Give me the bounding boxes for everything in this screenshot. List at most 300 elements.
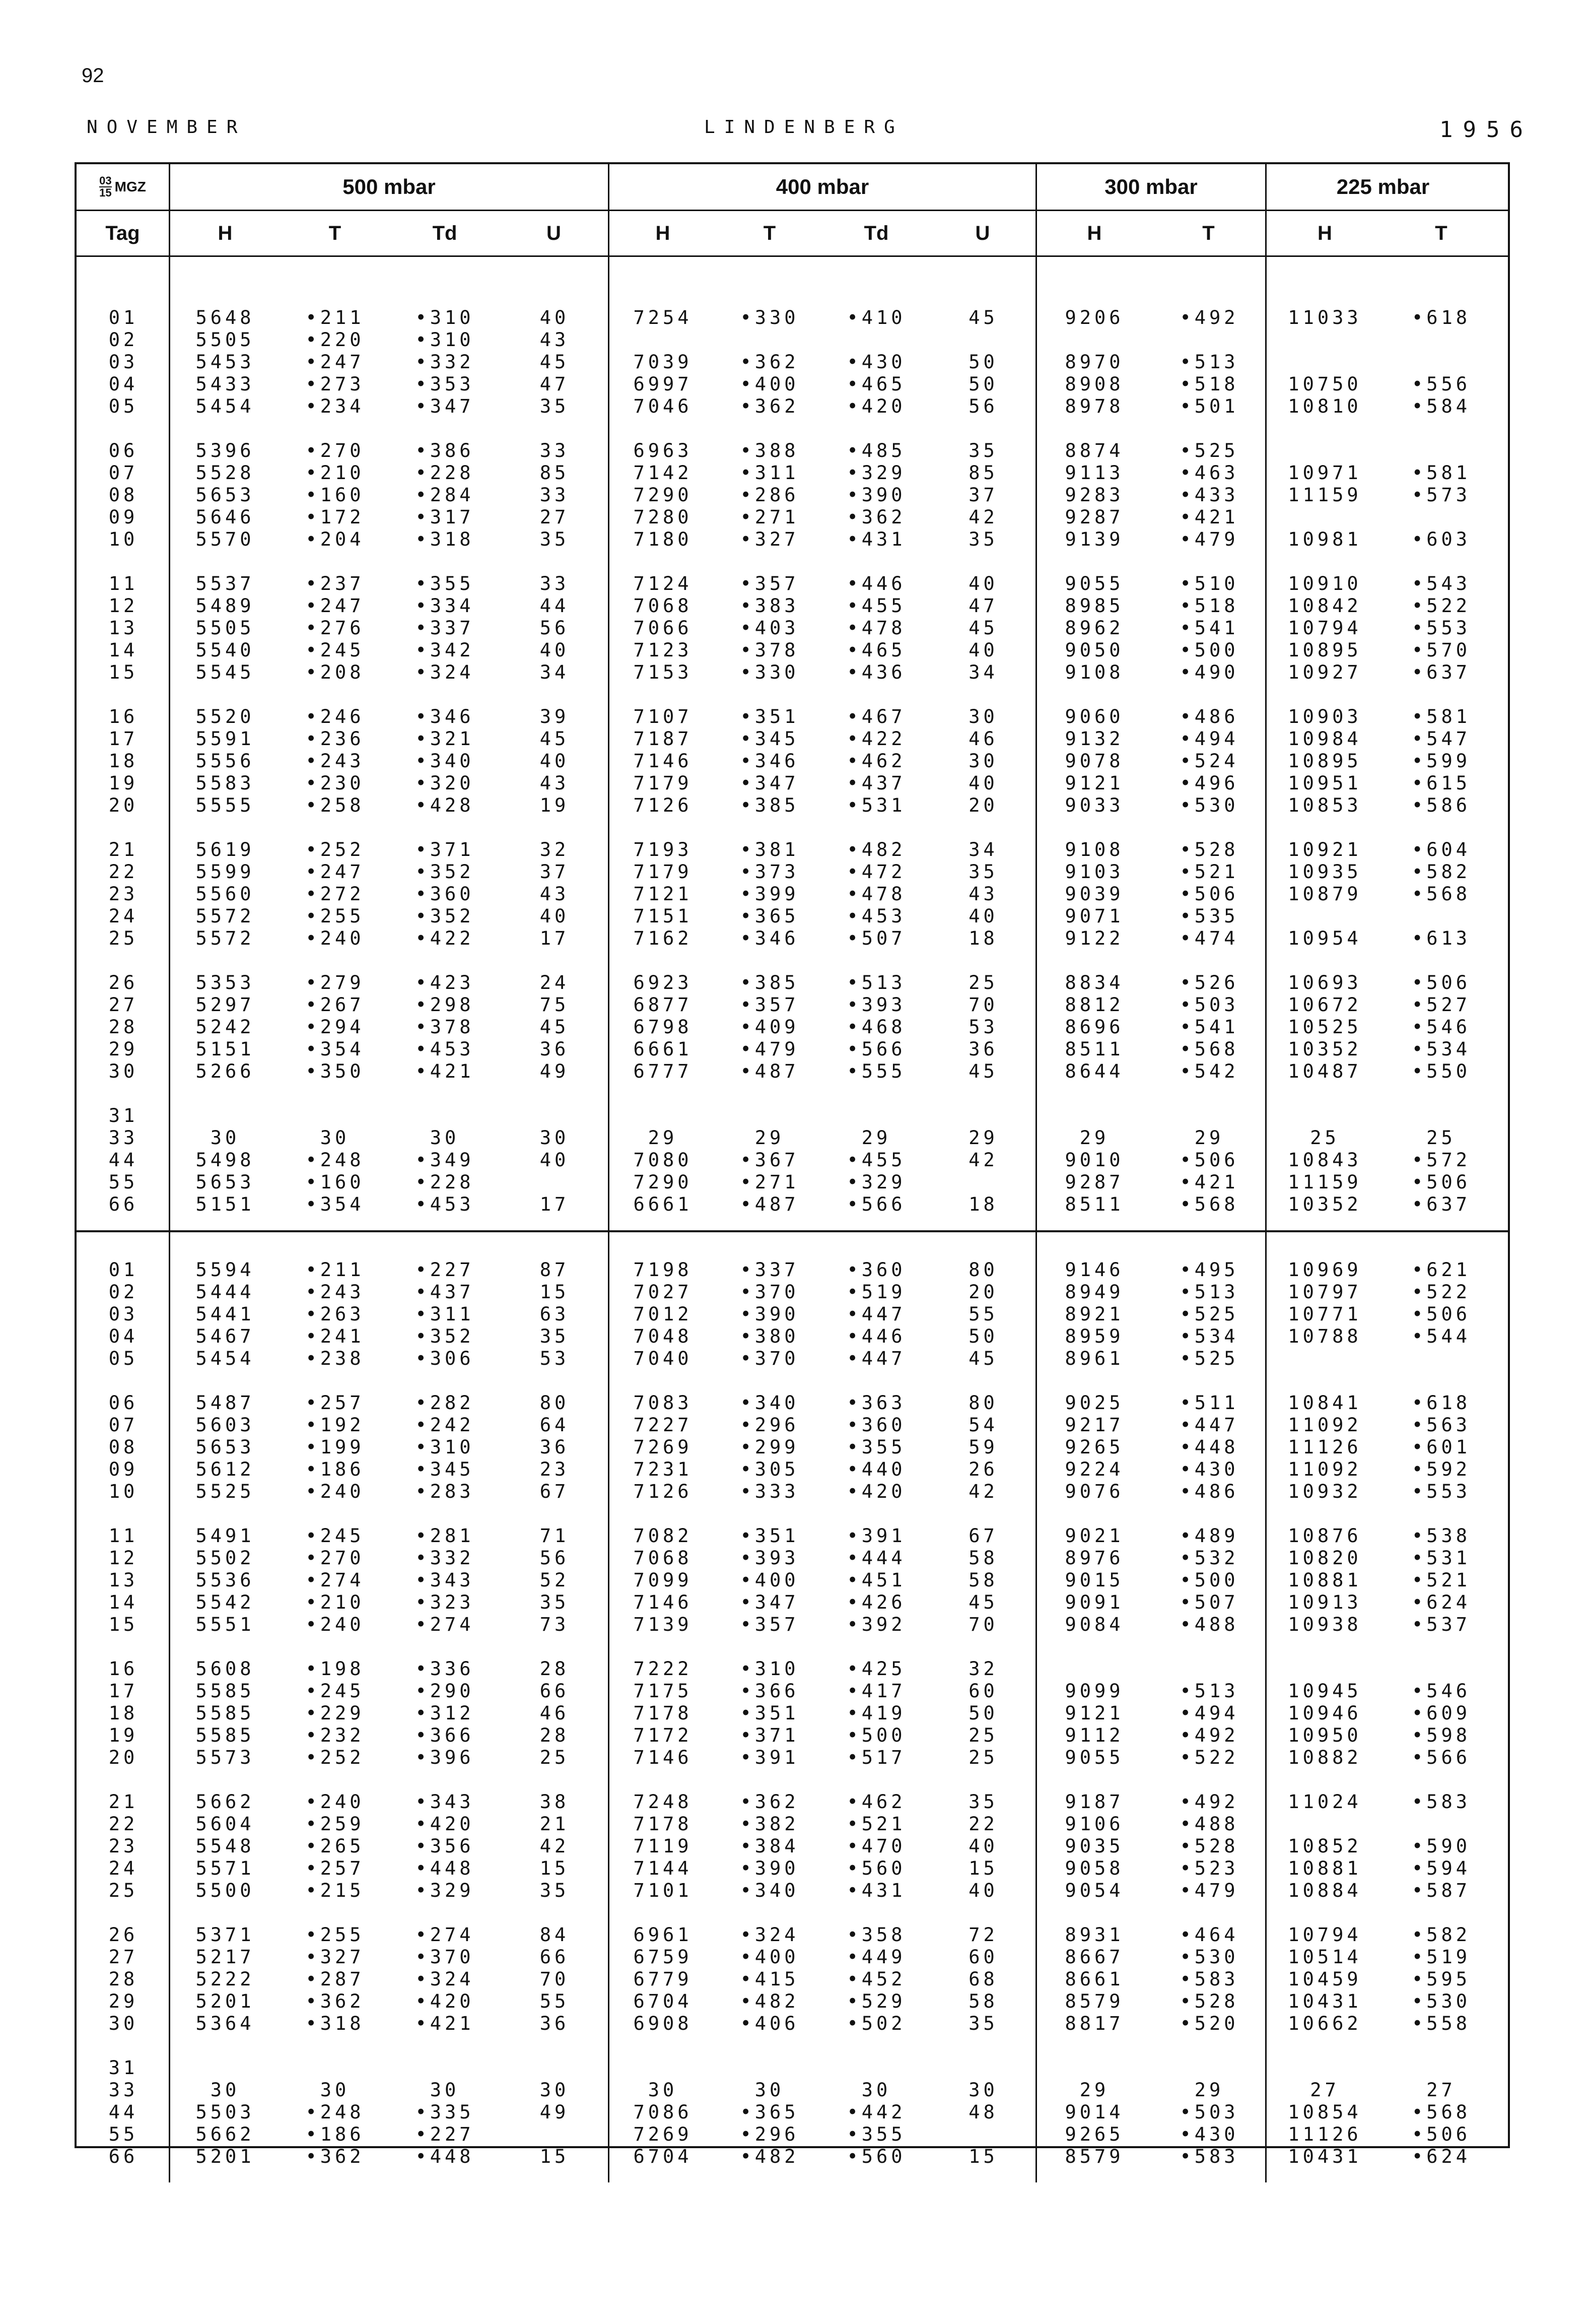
cell-tag: 13	[108, 617, 139, 639]
cell-h500: 5540	[195, 639, 255, 661]
cell-t500: •243	[305, 750, 365, 772]
cell-td400: •420	[847, 395, 906, 417]
cell-u500: 66	[539, 1680, 570, 1702]
cell-tag: 55	[108, 1171, 139, 1193]
cell-tag: 07	[108, 461, 139, 484]
cell-t400: •357	[740, 993, 799, 1016]
cell-t500: •237	[305, 572, 365, 594]
cell-h300: 8931	[1065, 1923, 1124, 1946]
cell-tag: 27	[108, 993, 139, 1016]
table-row	[77, 1193, 1508, 1215]
cell-h500: 5353	[195, 971, 255, 993]
cell-td500: •227	[415, 1258, 474, 1281]
cell-t300: •479	[1180, 1879, 1239, 1901]
cell-tag: 66	[108, 2145, 139, 2167]
cell-h225: 10895	[1288, 639, 1362, 661]
cell-td500: •290	[415, 1680, 474, 1702]
cell-td400: •355	[847, 2123, 906, 2145]
cell-u500: 43	[539, 772, 570, 794]
cell-tag: 44	[108, 1149, 139, 1171]
cell-td500: •386	[415, 439, 474, 461]
cell-t300: •421	[1180, 506, 1239, 528]
cell-t400: •384	[740, 1835, 799, 1857]
table-row	[77, 639, 1508, 661]
table-section-first	[77, 257, 1508, 1232]
cell-u400: 36	[969, 1038, 998, 1060]
cell-t500: •160	[305, 1171, 365, 1193]
cell-td400: •521	[847, 1813, 906, 1835]
cell-t300: •496	[1180, 772, 1239, 794]
tag-header: Tag	[77, 211, 170, 255]
sub-header-row	[77, 211, 1508, 257]
cell-t225: •506	[1411, 971, 1471, 993]
col-300-t: T	[1152, 211, 1267, 255]
cell-t225: •590	[1411, 1835, 1471, 1857]
cell-t500: •198	[305, 1657, 365, 1680]
cell-u500: 56	[539, 617, 570, 639]
cell-u400: 30	[969, 705, 998, 727]
cell-u500: 43	[539, 328, 570, 351]
cell-tag: 02	[108, 328, 139, 351]
cell-u500: 80	[539, 1391, 570, 1414]
cell-h400: 6798	[633, 1016, 693, 1038]
cell-h500: 5498	[195, 1149, 255, 1171]
cell-u500: 19	[539, 794, 570, 816]
cell-td500: •332	[415, 351, 474, 373]
cell-h500: 5505	[195, 328, 255, 351]
cell-t225: •599	[1411, 750, 1471, 772]
cell-t300: •486	[1180, 1480, 1239, 1502]
table-row	[77, 1391, 1508, 1414]
cell-t225: •586	[1411, 794, 1471, 816]
cell-t300: •523	[1180, 1857, 1239, 1879]
cell-u500: 46	[539, 1702, 570, 1724]
cell-td400: •519	[847, 1281, 906, 1303]
cell-u400: 35	[969, 2012, 998, 2034]
cell-t400: •333	[740, 1480, 799, 1502]
cell-t500: •257	[305, 1857, 365, 1879]
cell-h225: 11126	[1288, 2123, 1362, 2145]
cell-t225: •572	[1411, 1149, 1471, 1171]
cell-t300: 29	[1194, 1126, 1224, 1149]
cell-h225: 10852	[1288, 1835, 1362, 1857]
cell-h400: 7107	[633, 705, 693, 727]
cell-u500: 35	[539, 528, 570, 550]
cell-t400: •286	[740, 484, 799, 506]
cell-tag: 30	[108, 2012, 139, 2034]
cell-h225: 11126	[1288, 1436, 1362, 1458]
cell-tag: 21	[108, 838, 139, 860]
cell-t300: •535	[1180, 905, 1239, 927]
table-row	[77, 1414, 1508, 1436]
cell-u500: 45	[539, 351, 570, 373]
cell-h300: 8812	[1065, 993, 1124, 1016]
cell-tag: 33	[108, 2079, 139, 2101]
cell-t500: •186	[305, 1458, 365, 1480]
table-row	[77, 2079, 1508, 2101]
cell-td500: •355	[415, 572, 474, 594]
cell-u500: 55	[539, 1990, 570, 2012]
cell-t225: •527	[1411, 993, 1471, 1016]
cell-h400: 7187	[633, 727, 693, 750]
cell-u400: 60	[969, 1680, 998, 1702]
cell-td500: •378	[415, 1016, 474, 1038]
table-row	[77, 1480, 1508, 1502]
cell-h500: 5242	[195, 1016, 255, 1038]
cell-h500: 30	[210, 1126, 240, 1149]
cell-t225: •637	[1411, 1193, 1471, 1215]
cell-u500: 67	[539, 1480, 570, 1502]
cell-t400: •482	[740, 2145, 799, 2167]
cell-t225: •604	[1411, 838, 1471, 860]
col-300-h: H	[1087, 222, 1102, 244]
table-row	[77, 2145, 1508, 2167]
cell-h300: 8985	[1065, 594, 1124, 617]
col-400-h: H	[655, 222, 670, 244]
cell-h400: 7175	[633, 1680, 693, 1702]
cell-tag: 12	[108, 594, 139, 617]
cell-t400: •365	[740, 905, 799, 927]
cell-h300: 9015	[1065, 1569, 1124, 1591]
cell-u500: 40	[539, 639, 570, 661]
cell-h300: 8962	[1065, 617, 1124, 639]
cell-tag: 09	[108, 1458, 139, 1480]
cell-u400: 46	[969, 727, 998, 750]
cell-h225: 10951	[1288, 772, 1362, 794]
cell-td500: 30	[430, 1126, 460, 1149]
cell-h300: 9039	[1065, 883, 1124, 905]
cell-t300: •503	[1180, 993, 1239, 1016]
cell-h400: 7123	[633, 639, 693, 661]
cell-t500: •246	[305, 705, 365, 727]
cell-u500: 38	[539, 1790, 570, 1813]
pressure-300-header: 300 mbar	[1037, 164, 1267, 210]
cell-t300: •568	[1180, 1038, 1239, 1060]
cell-h500: 5528	[195, 461, 255, 484]
cell-h225: 10932	[1288, 1480, 1362, 1502]
cell-t400: •271	[740, 506, 799, 528]
cell-t500: •245	[305, 1680, 365, 1702]
cell-t400: •400	[740, 373, 799, 395]
cell-u500: 63	[539, 1303, 570, 1325]
cell-t500: •230	[305, 772, 365, 794]
cell-t300: •501	[1180, 395, 1239, 417]
cell-u400: 42	[969, 506, 998, 528]
cell-u400: 80	[969, 1391, 998, 1414]
cell-h500: 5662	[195, 1790, 255, 1813]
cell-td500: •371	[415, 838, 474, 860]
cell-td500: •353	[415, 373, 474, 395]
cell-h400: 7227	[633, 1414, 693, 1436]
cell-t500: •362	[305, 1990, 365, 2012]
cell-td400: •452	[847, 1968, 906, 1990]
table-row	[77, 506, 1508, 528]
cell-h400: 7172	[633, 1724, 693, 1746]
cell-h300: 9060	[1065, 705, 1124, 727]
cell-u400: 70	[969, 1613, 998, 1635]
cell-t225: •506	[1411, 1171, 1471, 1193]
cell-td500: •421	[415, 2012, 474, 2034]
cell-tag: 29	[108, 1038, 139, 1060]
cell-h500: 5583	[195, 772, 255, 794]
cell-h300: 9139	[1065, 528, 1124, 550]
cell-t400: •367	[740, 1149, 799, 1171]
table-row	[77, 1746, 1508, 1768]
cell-t225: •615	[1411, 772, 1471, 794]
cell-tag: 06	[108, 1391, 139, 1414]
cell-tag: 01	[108, 306, 139, 328]
cell-t300: •522	[1180, 1746, 1239, 1768]
col-500-t: T	[328, 222, 341, 244]
cell-tag: 44	[108, 2101, 139, 2123]
cell-h300: 9287	[1065, 1171, 1124, 1193]
cell-h300: 8661	[1065, 1968, 1124, 1990]
cell-td500: •340	[415, 750, 474, 772]
cell-t225: •531	[1411, 1547, 1471, 1569]
cell-td500: •323	[415, 1591, 474, 1613]
cell-t500: •240	[305, 927, 365, 949]
cell-td500: •346	[415, 705, 474, 727]
cell-u400: 35	[969, 528, 998, 550]
cell-td500: •335	[415, 2101, 474, 2123]
cell-u400: 20	[969, 1281, 998, 1303]
cell-h500: 5364	[195, 2012, 255, 2034]
cell-u500: 49	[539, 1060, 570, 1082]
table-row	[77, 373, 1508, 395]
cell-t400: •357	[740, 1613, 799, 1635]
cell-t225: •506	[1411, 1303, 1471, 1325]
cell-tag: 10	[108, 1480, 139, 1502]
cell-tag: 26	[108, 971, 139, 993]
cell-tag: 25	[108, 1879, 139, 1901]
cell-td400: •482	[847, 838, 906, 860]
cell-u400: 85	[969, 461, 998, 484]
cell-h225: 10820	[1288, 1547, 1362, 1569]
col-400-t: T	[763, 222, 776, 244]
cell-u400: 18	[969, 1193, 998, 1215]
cell-td400: •362	[847, 506, 906, 528]
cell-h500: 5572	[195, 905, 255, 927]
cell-h400: 7198	[633, 1258, 693, 1281]
col-500-u: U	[500, 211, 609, 255]
cell-h300: 8978	[1065, 395, 1124, 417]
cell-u400: 34	[969, 838, 998, 860]
cell-t400: •340	[740, 1391, 799, 1414]
cell-td500: •311	[415, 1303, 474, 1325]
cell-h500: 5454	[195, 395, 255, 417]
cell-h300: 9206	[1065, 306, 1124, 328]
cell-tag: 18	[108, 1702, 139, 1724]
cell-t300: •510	[1180, 572, 1239, 594]
cell-td500: •421	[415, 1060, 474, 1082]
cell-h500: 5489	[195, 594, 255, 617]
cell-td500: •422	[415, 927, 474, 949]
cell-u500: 35	[539, 1879, 570, 1901]
table-row	[77, 572, 1508, 594]
cell-u500: 40	[539, 905, 570, 927]
cell-h225: 10903	[1288, 705, 1362, 727]
cell-t500: •211	[305, 1258, 365, 1281]
cell-u400: 15	[969, 2145, 998, 2167]
cell-tag: 15	[108, 661, 139, 683]
cell-td500: •324	[415, 661, 474, 683]
cell-u500: 30	[539, 2079, 570, 2101]
cell-u500: 36	[539, 1436, 570, 1458]
cell-h225: 10750	[1288, 373, 1362, 395]
cell-h400: 7068	[633, 1547, 693, 1569]
cell-t225: 25	[1426, 1126, 1456, 1149]
cell-t300: •492	[1180, 306, 1239, 328]
cell-td500: •347	[415, 395, 474, 417]
cell-h225: 10662	[1288, 2012, 1362, 2034]
cell-u500: 33	[539, 484, 570, 506]
cell-h500: 5619	[195, 838, 255, 860]
cell-u500: 37	[539, 860, 570, 883]
cell-td500: •428	[415, 794, 474, 816]
cell-td500: •306	[415, 1347, 474, 1369]
cell-u500: 17	[539, 1193, 570, 1215]
cell-tag: 19	[108, 1724, 139, 1746]
cell-h400: 7248	[633, 1790, 693, 1813]
cell-h500: 5201	[195, 1990, 255, 2012]
cell-h225: 10913	[1288, 1591, 1362, 1613]
cell-h300: 9108	[1065, 661, 1124, 683]
cell-h500: 30	[210, 2079, 240, 2101]
cell-h400: 7178	[633, 1702, 693, 1724]
cell-t400: •391	[740, 1746, 799, 1768]
cell-t225: •530	[1411, 1990, 1471, 2012]
cell-t500: •243	[305, 1281, 365, 1303]
col-225-h: H	[1318, 222, 1332, 244]
cell-u400: 45	[969, 1591, 998, 1613]
cell-h400: 7269	[633, 1436, 693, 1458]
cell-h500: 5646	[195, 506, 255, 528]
cell-t400: •370	[740, 1281, 799, 1303]
cell-h400: 7146	[633, 1591, 693, 1613]
cell-u400: 26	[969, 1458, 998, 1480]
pressure-400-header: 400 mbar	[609, 164, 1037, 210]
cell-h225: 10938	[1288, 1613, 1362, 1635]
table-row	[77, 1325, 1508, 1347]
cell-t225: •521	[1411, 1569, 1471, 1591]
cell-u500: 15	[539, 2145, 570, 2167]
table-row	[77, 750, 1508, 772]
cell-td400: •447	[847, 1303, 906, 1325]
cell-t300: •541	[1180, 617, 1239, 639]
cell-h300: 8579	[1065, 2145, 1124, 2167]
cell-t300: •524	[1180, 750, 1239, 772]
cell-t225: •618	[1411, 1391, 1471, 1414]
cell-u500: 39	[539, 705, 570, 727]
cell-t300: •513	[1180, 351, 1239, 373]
cell-t400: •403	[740, 617, 799, 639]
cell-h300: 29	[1079, 2079, 1110, 2101]
cell-t500: •252	[305, 838, 365, 860]
cell-td500: 30	[430, 2079, 460, 2101]
cell-h225: 10935	[1288, 860, 1362, 883]
cell-tag: 04	[108, 1325, 139, 1347]
mgz-denominator: 15	[99, 186, 112, 199]
cell-u500: 52	[539, 1569, 570, 1591]
table-row	[77, 1790, 1508, 1813]
cell-t500: 30	[320, 1126, 350, 1149]
cell-u400: 80	[969, 1258, 998, 1281]
cell-h500: 5571	[195, 1857, 255, 1879]
cell-t300: •474	[1180, 927, 1239, 949]
table-row	[77, 1104, 1508, 1126]
cell-u500: 42	[539, 1835, 570, 1857]
cell-td500: •274	[415, 1923, 474, 1946]
cell-t400: •351	[740, 1524, 799, 1547]
cell-tag: 05	[108, 395, 139, 417]
cell-h400: 6779	[633, 1968, 693, 1990]
cell-h400: 6923	[633, 971, 693, 993]
cell-t300: •503	[1180, 2101, 1239, 2123]
cell-t300: •521	[1180, 860, 1239, 883]
cell-t500: •265	[305, 1835, 365, 1857]
cell-t300: •518	[1180, 373, 1239, 395]
cell-h500: 5151	[195, 1193, 255, 1215]
cell-t225: •543	[1411, 572, 1471, 594]
cell-h300: 8644	[1065, 1060, 1124, 1082]
cell-u400: 67	[969, 1524, 998, 1547]
cell-u400: 68	[969, 1968, 998, 1990]
cell-td400: •468	[847, 1016, 906, 1038]
cell-td400: •410	[847, 306, 906, 328]
cell-h300: 8817	[1065, 2012, 1124, 2034]
cell-tag: 20	[108, 794, 139, 816]
cell-t500: •240	[305, 1480, 365, 1502]
cell-t225: •568	[1411, 883, 1471, 905]
cell-h500: 5573	[195, 1746, 255, 1768]
cell-h225: 10459	[1288, 1968, 1362, 1990]
table-row	[77, 1724, 1508, 1746]
cell-t300: •506	[1180, 883, 1239, 905]
cell-t300: •463	[1180, 461, 1239, 484]
cell-t400: •393	[740, 1547, 799, 1569]
cell-t225: •613	[1411, 927, 1471, 949]
cell-h300: 8579	[1065, 1990, 1124, 2012]
cell-h400: 7153	[633, 661, 693, 683]
cell-td400: •500	[847, 1724, 906, 1746]
cell-h300: 9055	[1065, 1746, 1124, 1768]
cell-h400: 6997	[633, 373, 693, 395]
cell-t500: •362	[305, 2145, 365, 2167]
cell-h300: 9025	[1065, 1391, 1124, 1414]
cell-td400: •392	[847, 1613, 906, 1635]
cell-u500: 17	[539, 927, 570, 949]
cell-h500: 5572	[195, 927, 255, 949]
cell-h500: 5453	[195, 351, 255, 373]
cell-t500: •248	[305, 1149, 365, 1171]
cell-h225: 25	[1310, 1126, 1340, 1149]
cell-u500: 85	[539, 461, 570, 484]
cell-td500: •283	[415, 1480, 474, 1502]
cell-u500: 24	[539, 971, 570, 993]
cell-u500: 30	[539, 1126, 570, 1149]
cell-t400: •299	[740, 1436, 799, 1458]
cell-u500: 64	[539, 1414, 570, 1436]
cell-td500: •227	[415, 2123, 474, 2145]
cell-tag: 13	[108, 1569, 139, 1591]
cell-t500: •248	[305, 2101, 365, 2123]
cell-h500: 5551	[195, 1613, 255, 1635]
cell-h500: 5594	[195, 1258, 255, 1281]
cell-t400: •390	[740, 1303, 799, 1325]
cell-h225: 10797	[1288, 1281, 1362, 1303]
cell-h400: 7290	[633, 1171, 693, 1193]
cell-h300: 9071	[1065, 905, 1124, 927]
